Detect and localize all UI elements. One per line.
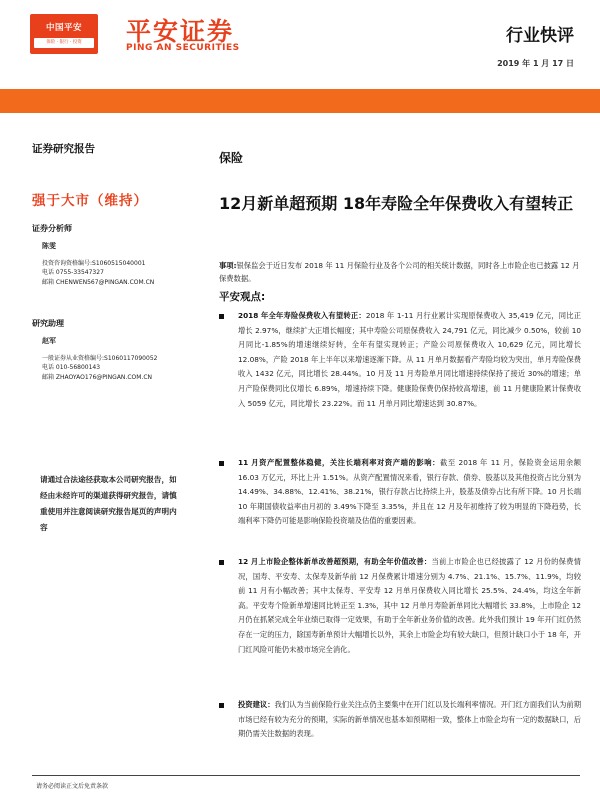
analyst-name: 陈雯 xyxy=(42,242,56,250)
bullet-square-icon xyxy=(219,461,224,466)
analyst-email[interactable]: 邮箱 CHENWEN567@PINGAN.COM.CN xyxy=(42,278,155,286)
bullet-heading: 2018 年全年寿险保费收入有望转正： xyxy=(238,311,366,320)
bullet-text: 当前上市险企也已经披露了 12 月份的保费情况，国寿、平安寿、太保寿及新华前 12 月保费累计增速分别为 4.7%、21.1%、15.7%、11.9%，均较前 11 月有小幅改善；其中太保寿、平安寿 12 月单月保费收入同比增长 25.5%、24.4%，均这全年新高。平安寿个险新单增速同比转正至 1.3%，其中 12 月单月寿险新单同比大幅增长 33.8%，上市险企 12 月仍在抓紧完成全年业绩已取得一定效果，有助于全年新业务价值的改善。此外我们预计 19 年开门红仍然存在一定的压力，除国寿新单预计大幅增长以外，其余上市险企均有较大缺口，但预计缺口小于 18 年，开门红风险可能仍未被市场完全消化。 xyxy=(238,557,581,654)
event-label: 事项: xyxy=(219,261,237,270)
assistant-email[interactable]: 邮箱 ZHAOYAO176@PINGAN.COM.CN xyxy=(42,373,152,381)
header-band xyxy=(0,89,600,113)
analyst-license: 投资咨询资格编号:S1060515040001 xyxy=(42,259,146,267)
bullet-item-asset xyxy=(219,456,581,529)
logo-text: 中国平安 xyxy=(45,23,82,33)
assistant-name: 赵军 xyxy=(42,337,56,345)
doc-type: 行业快评 xyxy=(506,26,574,46)
report-date: 2019 年 1 月 17 日 xyxy=(497,59,574,68)
bullet-square-icon xyxy=(219,560,224,565)
brand-name-cn: 平安证券 xyxy=(126,17,235,46)
assistant-info xyxy=(42,337,157,382)
footer-disclaimer: 请务必阅读正文后免责条款 xyxy=(36,783,109,790)
bullet-heading: 投资建议： xyxy=(238,700,275,709)
bullet-text: 截至 2018 年 11 月，保险资金运用余额 16.03 万亿元，环比上升 1.51%。从资产配置情况来看，银行存款、债券、股基以及其他投资占比分别为 14.49%、34.88%、12.41%、38.21%，银行存款占比持续上升，股基及债券占比有所下降。10 月长端 10 年期国债收益率由月初的 3.49%下降至 3.35%，并且在 12 月及年初维持了较为明显的下降趋势，长端利率下降仍可能是影响保险投资端及估值的重要因素。 xyxy=(238,458,581,526)
bullet-item-newbiz xyxy=(219,555,581,657)
analyst-info xyxy=(42,242,154,287)
page-title: 12月新单超预期 18年寿险全年保费收入有望转正 xyxy=(219,194,574,213)
assistant-license: 一般证券从业资格编号:S1060117090052 xyxy=(42,354,158,362)
bullet-text: 2018 年 1-11 月行业累计实现原保费收入 35,419 亿元，同比正增长 2.97%，继续扩大正增长幅度；其中寿险公司原保费收入 24,791 亿元，同比减少 0.50%，较前 10 月同比-1.85%的增速继续好转，全年有望实现转正；产险公司原保费收入 10,629 亿元，同比增长 12.08%，产险 2018 年上半年以来增速逐渐下降。从 11 月单月数据看产寿险均较为突出，单月寿险保费收入 1432 亿元，同比增长 28.44%。10 月及 11 月寿险单月同比增速持续保持了接近 30%的增速；单月产险保费同比仅增长 6.89%，增速持续下降。健康险保费仍保持较高增速，前 11 月健康险累计保费收入 5059 亿元，同比增长 23.22%。而 11 月单月同比增速达到 30.87%。 xyxy=(238,311,581,408)
bullet-square-icon xyxy=(219,703,224,708)
assistant-phone: 电话 010-56800143 xyxy=(42,364,101,371)
logo-subtext: 保险 · 银行 · 投资 xyxy=(34,38,94,48)
event-text: 银保监会于近日发布 2018 年 11 月保险行业及各个公司的相关统计数据，同时各上市险企也已披露 12 月保费数据。 xyxy=(219,261,580,283)
bullet-item-premium xyxy=(219,309,581,411)
industry-label: 保险 xyxy=(219,151,244,165)
assistant-label: 研究助理 xyxy=(32,319,64,328)
bullet-heading: 11 月资产配置整体稳健，关注长端利率对资产端的影响： xyxy=(238,458,440,467)
analyst-label: 证券分析师 xyxy=(32,224,72,233)
bullet-square-icon xyxy=(219,314,224,319)
report-type: 证券研究报告 xyxy=(32,143,95,155)
rating: 强于大市（维持） xyxy=(32,193,148,209)
footer-divider xyxy=(32,775,580,776)
company-logo xyxy=(30,14,98,54)
analyst-phone: 电话 0755-33547327 xyxy=(42,269,104,276)
bullet-text: 我们认为当前保险行业关注点仍主要集中在开门红以及长端利率情况。开门红方面我们认为前期市场已经有较为充分的预期，实际的新单情况也基本如预期相一致，整体上市险企均有一定的数据缺口，后期仍需关注数据的表现。 xyxy=(238,700,582,739)
bullet-item-advice xyxy=(219,698,581,742)
brand-name-en: PING AN SECURITIES xyxy=(126,43,240,53)
view-heading: 平安观点: xyxy=(219,291,266,303)
legal-notice: 请通过合法途径获取本公司研究报告，如经由未经许可的渠道获得研究报告，请慎重使用并注意阅读研究报告尾页的声明内容 xyxy=(40,475,177,532)
event-paragraph xyxy=(219,259,581,285)
bullet-heading: 12 月上市险企整体新单改善超预期，有助全年价值改善： xyxy=(238,557,432,566)
